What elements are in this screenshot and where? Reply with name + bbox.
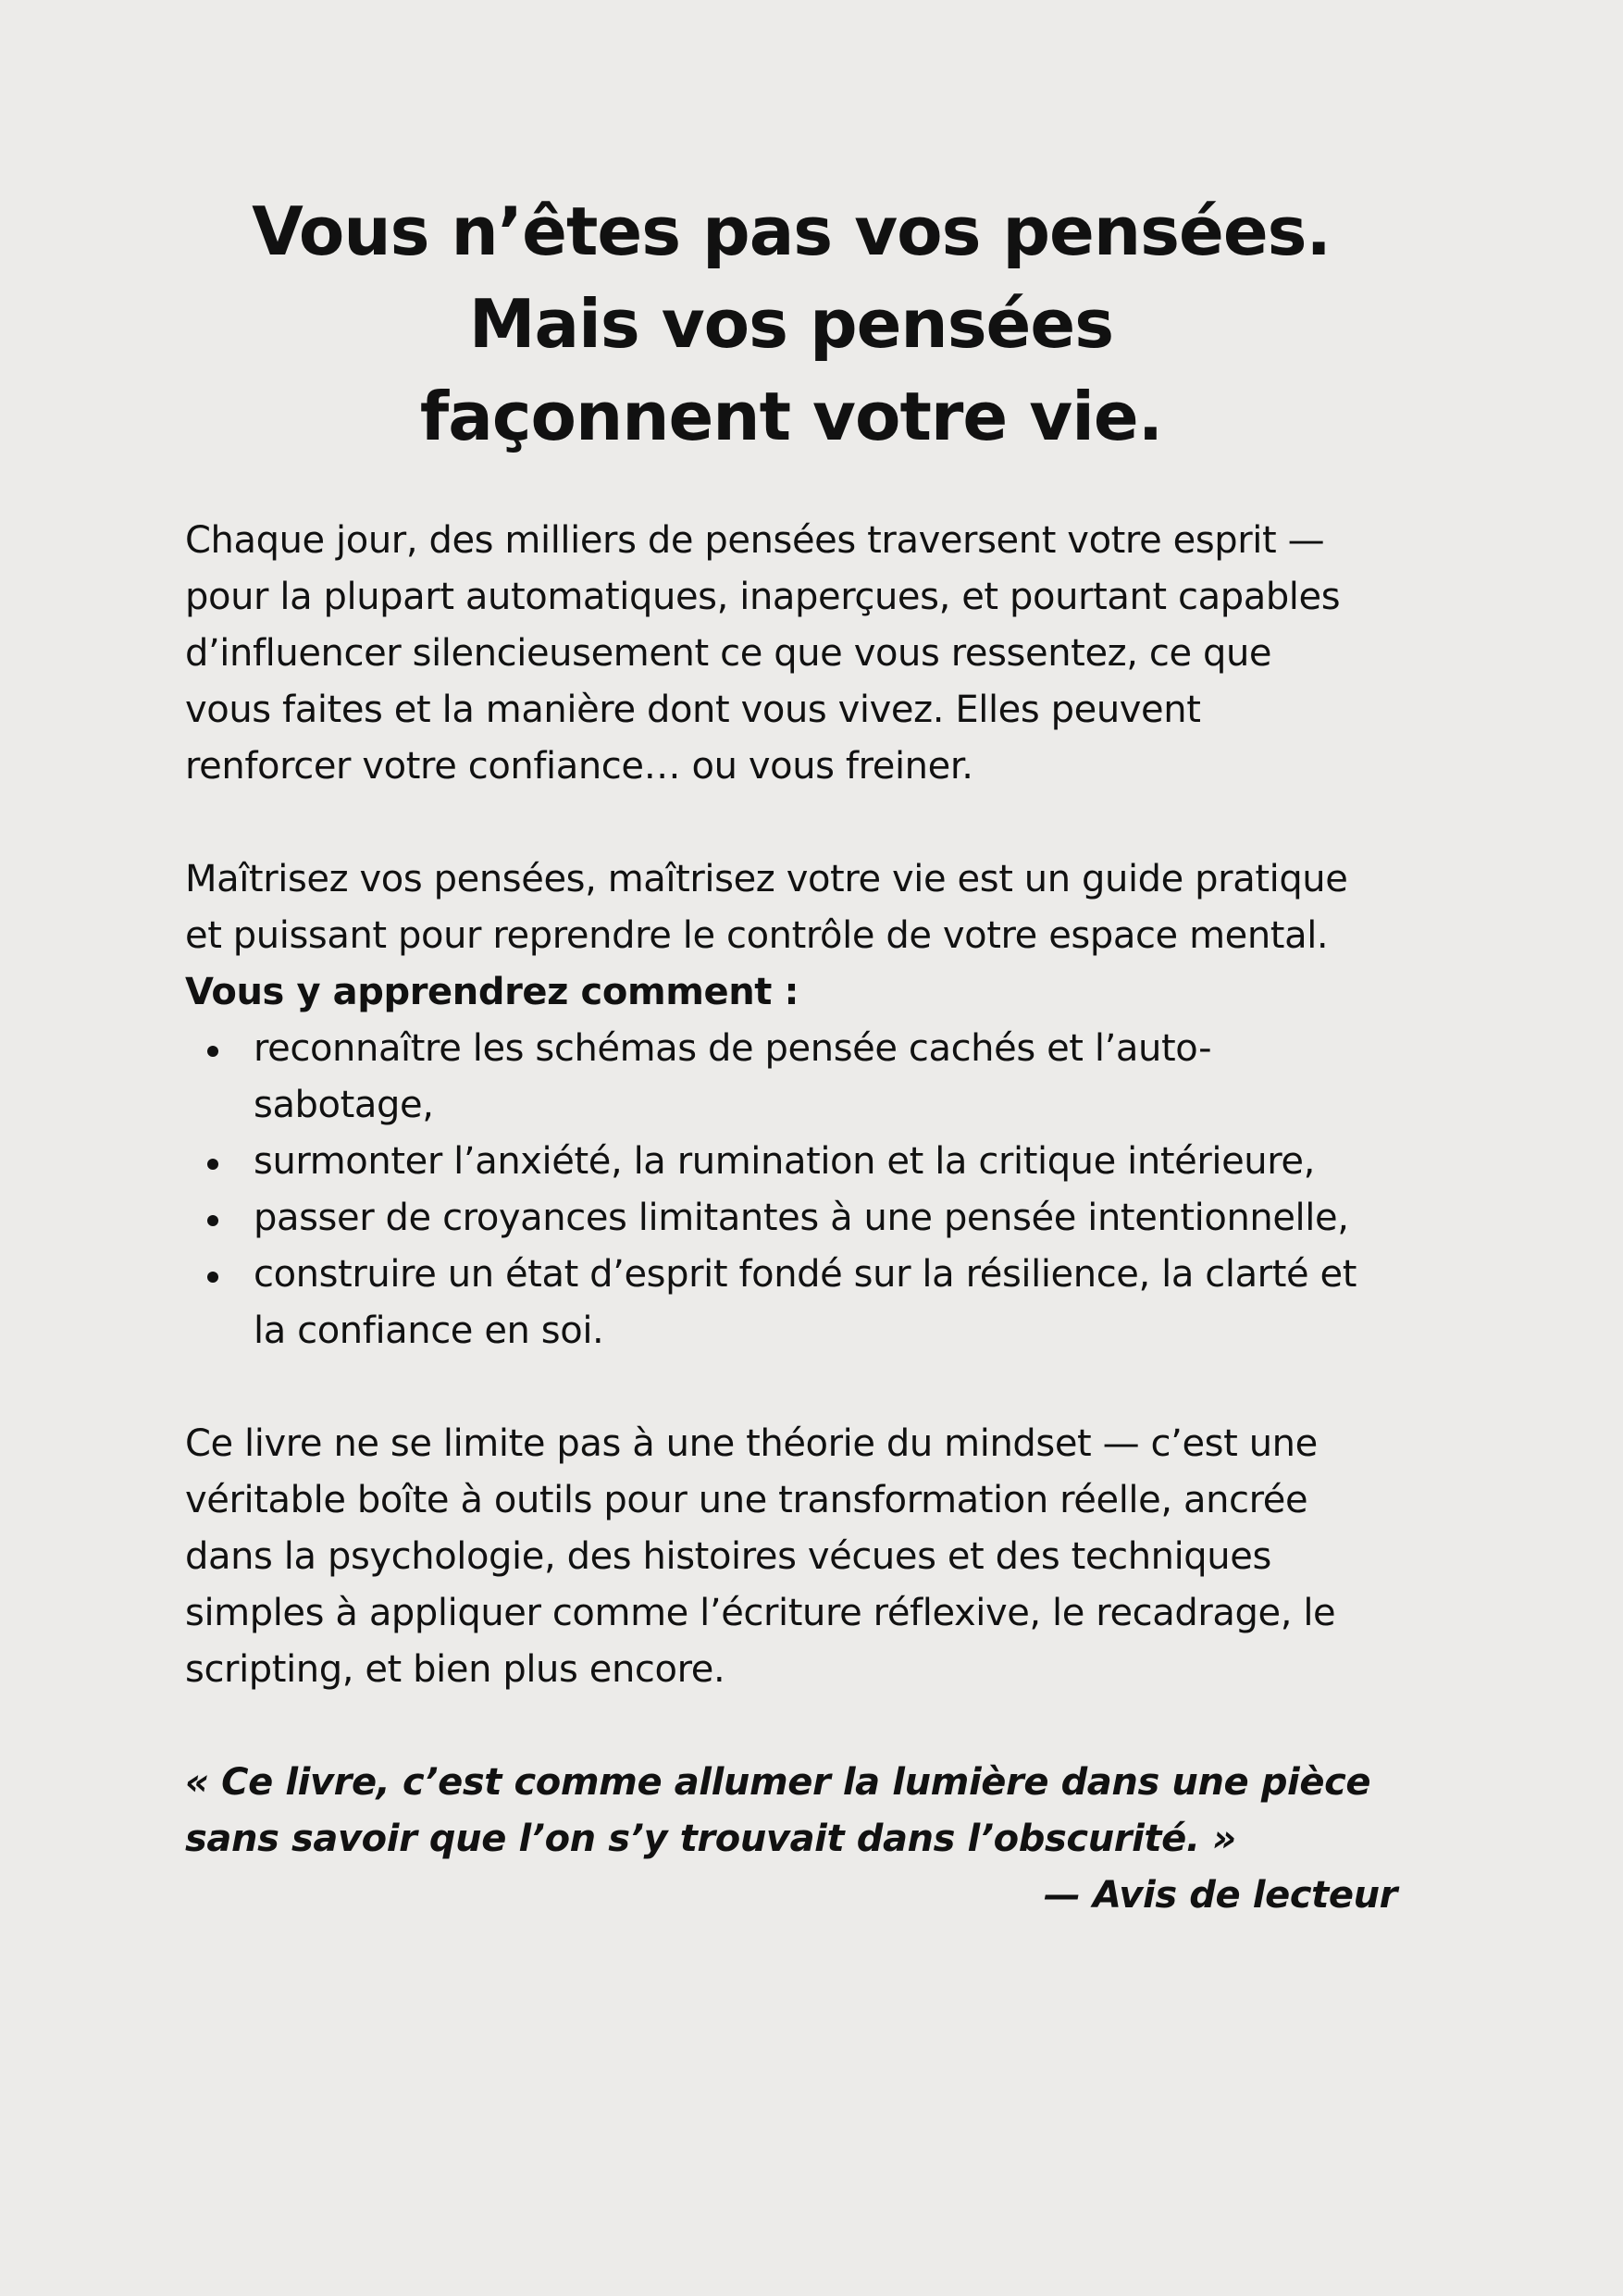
text-line: vous faites et la manière dont vous vivez. Elles peuvent — [185, 689, 1201, 731]
intro-paragraph — [185, 513, 1406, 795]
text-line: reconnaître les schémas de pensée cachés et l’auto- — [254, 1027, 1212, 1070]
text-line: véritable boîte à outils pour une transformation réelle, ancrée — [185, 1479, 1308, 1521]
text-line: scripting, et bien plus encore. — [185, 1648, 725, 1691]
text-line: Maîtrisez vos pensées, maîtrisez votre vie est un guide pratique — [185, 858, 1348, 900]
text-line: renforcer votre confiance… ou vous freiner. — [185, 745, 973, 788]
list-item — [254, 1247, 1406, 1359]
text-line: dans la psychologie, des histoires vécues et des techniques — [185, 1535, 1271, 1578]
text-line: Chaque jour, des milliers de pensées traversent votre esprit — — [185, 519, 1325, 562]
blurb — [185, 513, 1406, 1924]
list-item — [254, 1021, 1406, 1134]
closing-paragraph — [185, 1416, 1406, 1698]
feature-list — [185, 1021, 1406, 1359]
list-lead: Vous y apprendrez comment : — [185, 971, 799, 1013]
text-line: « Ce livre, c’est comme allumer la lumière dans une pièce — [185, 1761, 1371, 1804]
guide-paragraph — [185, 851, 1406, 1021]
list-item — [254, 1190, 1406, 1247]
testimonial-attribution: — Avis de lecteur — [1043, 1874, 1397, 1917]
text-line: passer de croyances limitantes à une pensée intentionnelle, — [254, 1197, 1349, 1239]
text-line: sans savoir que l’on s’y trouvait dans l’obscurité. » — [185, 1818, 1236, 1860]
text-line: et puissant pour reprendre le contrôle de votre espace mental. — [185, 914, 1329, 957]
text-line: sabotage, — [254, 1084, 434, 1126]
text-line: simples à appliquer comme l’écriture réflexive, le recadrage, le — [185, 1592, 1336, 1634]
paragraph-gap — [185, 1698, 1406, 1755]
list-item — [254, 1134, 1406, 1190]
paragraph-gap — [185, 795, 1406, 851]
text-line: d’influencer silencieusement ce que vous ressentez, ce que — [185, 632, 1272, 675]
text-line: la confiance en soi. — [254, 1309, 604, 1352]
headline-line: Mais vos pensées — [468, 285, 1114, 363]
headline-line: Vous n’êtes pas vos pensées. — [252, 192, 1331, 270]
text-line: Ce livre ne se limite pas à une théorie du mindset — c’est une — [185, 1422, 1318, 1465]
testimonial-quote — [185, 1755, 1406, 1868]
paragraph-gap — [185, 1359, 1406, 1416]
headline — [185, 185, 1397, 463]
text-line: pour la plupart automatiques, inaperçues, et pourtant capables — [185, 576, 1341, 618]
text-line: surmonter l’anxiété, la rumination et la critique intérieure, — [254, 1140, 1315, 1183]
text-line: construire un état d’esprit fondé sur la résilience, la clarté et — [254, 1253, 1357, 1296]
headline-line: façonnent votre vie. — [419, 378, 1163, 455]
